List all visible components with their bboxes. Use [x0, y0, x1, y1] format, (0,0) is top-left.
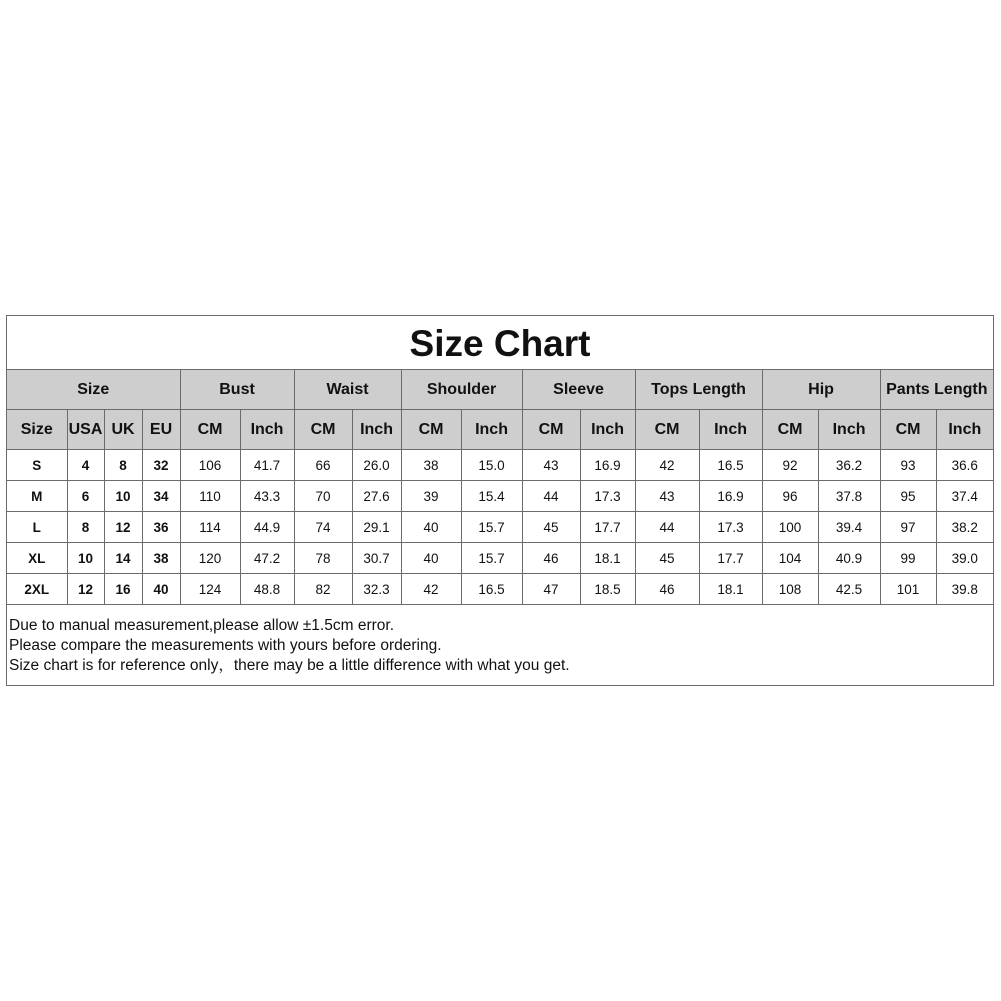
table-cell: 40 [401, 512, 461, 543]
group-sleeve: Sleeve [522, 370, 635, 410]
table-cell: 43 [522, 450, 580, 481]
group-waist: Waist [294, 370, 401, 410]
notes [7, 605, 993, 676]
subheader-cell: Inch [936, 410, 993, 450]
subheader-cell: Inch [580, 410, 635, 450]
table-cell: 16.5 [461, 574, 522, 605]
table-cell: 17.3 [580, 481, 635, 512]
table-cell: 16.9 [580, 450, 635, 481]
table-cell: 29.1 [352, 512, 401, 543]
table-cell: 101 [880, 574, 936, 605]
table-cell: 74 [294, 512, 352, 543]
table-cell: S [7, 450, 67, 481]
table-cell: 40 [401, 543, 461, 574]
table-cell: 42.5 [818, 574, 880, 605]
subheader-cell: CM [762, 410, 818, 450]
subheader-cell: UK [104, 410, 142, 450]
table-cell: 16 [104, 574, 142, 605]
table-cell: 36.2 [818, 450, 880, 481]
table-cell: 82 [294, 574, 352, 605]
table-cell: 96 [762, 481, 818, 512]
table-cell: 124 [180, 574, 240, 605]
table-cell: 18.1 [580, 543, 635, 574]
table-cell: 43.3 [240, 481, 294, 512]
table-cell: 70 [294, 481, 352, 512]
table-cell: 39.4 [818, 512, 880, 543]
table-cell: 27.6 [352, 481, 401, 512]
table-row [7, 543, 993, 574]
subheader-cell: CM [522, 410, 580, 450]
table-cell: 99 [880, 543, 936, 574]
table-cell: 2XL [7, 574, 67, 605]
table-cell: 95 [880, 481, 936, 512]
group-bust: Bust [180, 370, 294, 410]
table-cell: 6 [67, 481, 104, 512]
table-cell: 106 [180, 450, 240, 481]
table-cell: 45 [522, 512, 580, 543]
table-cell: 47 [522, 574, 580, 605]
table-cell: 43 [635, 481, 699, 512]
table-cell: 93 [880, 450, 936, 481]
table-cell: 36.6 [936, 450, 993, 481]
table-cell: 12 [104, 512, 142, 543]
table-cell: L [7, 512, 67, 543]
table-cell: 42 [401, 574, 461, 605]
table-cell: 15.0 [461, 450, 522, 481]
note-line: Size chart is for reference only，there may be a little difference with what you get. [9, 657, 570, 674]
group-tops-length: Tops Length [635, 370, 762, 410]
chart-title: Size Chart [7, 316, 993, 370]
table-cell: 18.1 [699, 574, 762, 605]
subheader-cell: Inch [352, 410, 401, 450]
table-cell: 38 [142, 543, 180, 574]
table-cell: 8 [104, 450, 142, 481]
subheader-cell: USA [67, 410, 104, 450]
table-cell: 8 [67, 512, 104, 543]
subheader-cell: CM [635, 410, 699, 450]
subheader-cell: Inch [240, 410, 294, 450]
table-cell: 46 [635, 574, 699, 605]
table-cell: 114 [180, 512, 240, 543]
subheader-row [7, 410, 993, 450]
table-row [7, 574, 993, 605]
table-cell: 41.7 [240, 450, 294, 481]
table-cell: 42 [635, 450, 699, 481]
group-hip: Hip [762, 370, 880, 410]
table-cell: 10 [104, 481, 142, 512]
table-cell: 78 [294, 543, 352, 574]
table-cell: 36 [142, 512, 180, 543]
table-cell: M [7, 481, 67, 512]
table-cell: 40 [142, 574, 180, 605]
table-cell: 37.8 [818, 481, 880, 512]
table-cell: 4 [67, 450, 104, 481]
table-cell: 92 [762, 450, 818, 481]
size-table [7, 370, 993, 605]
size-chart [6, 315, 994, 686]
table-cell: 44.9 [240, 512, 294, 543]
table-row [7, 450, 993, 481]
table-cell: 45 [635, 543, 699, 574]
table-cell: 108 [762, 574, 818, 605]
group-shoulder: Shoulder [401, 370, 522, 410]
subheader-cell: Inch [818, 410, 880, 450]
table-row [7, 512, 993, 543]
size-rows [7, 450, 993, 605]
subheader-cell: Inch [461, 410, 522, 450]
table-cell: 48.8 [240, 574, 294, 605]
table-cell: 38 [401, 450, 461, 481]
table-cell: 17.7 [699, 543, 762, 574]
subheader-cell: Inch [699, 410, 762, 450]
table-cell: 38.2 [936, 512, 993, 543]
table-cell: 10 [67, 543, 104, 574]
table-cell: 32.3 [352, 574, 401, 605]
table-cell: 17.7 [580, 512, 635, 543]
table-cell: 30.7 [352, 543, 401, 574]
table-cell: 120 [180, 543, 240, 574]
table-cell: 15.7 [461, 543, 522, 574]
table-cell: 32 [142, 450, 180, 481]
table-cell: 39 [401, 481, 461, 512]
note-line: Due to manual measurement,please allow ±1.5cm error. [9, 617, 394, 634]
subheader-cell: CM [401, 410, 461, 450]
group-header-row [7, 370, 993, 410]
table-cell: 16.5 [699, 450, 762, 481]
table-cell: 34 [142, 481, 180, 512]
table-cell: 39.0 [936, 543, 993, 574]
group-pants-length: Pants Length [880, 370, 993, 410]
group-size: Size [7, 370, 180, 410]
table-cell: 37.4 [936, 481, 993, 512]
table-cell: 66 [294, 450, 352, 481]
subheader-cell: CM [294, 410, 352, 450]
table-cell: 26.0 [352, 450, 401, 481]
table-cell: 46 [522, 543, 580, 574]
subheader-cell: CM [880, 410, 936, 450]
table-cell: 44 [635, 512, 699, 543]
table-cell: 18.5 [580, 574, 635, 605]
subheader-cell: CM [180, 410, 240, 450]
table-cell: 40.9 [818, 543, 880, 574]
table-cell: XL [7, 543, 67, 574]
subheader-cell: EU [142, 410, 180, 450]
table-cell: 44 [522, 481, 580, 512]
table-cell: 15.7 [461, 512, 522, 543]
table-cell: 16.9 [699, 481, 762, 512]
table-cell: 110 [180, 481, 240, 512]
table-cell: 12 [67, 574, 104, 605]
table-cell: 104 [762, 543, 818, 574]
table-cell: 97 [880, 512, 936, 543]
table-cell: 39.8 [936, 574, 993, 605]
table-cell: 15.4 [461, 481, 522, 512]
subheader-cell: Size [7, 410, 67, 450]
table-cell: 17.3 [699, 512, 762, 543]
table-cell: 47.2 [240, 543, 294, 574]
table-cell: 14 [104, 543, 142, 574]
note-line: Please compare the measurements with yours before ordering. [9, 637, 442, 654]
table-row [7, 481, 993, 512]
table-cell: 100 [762, 512, 818, 543]
